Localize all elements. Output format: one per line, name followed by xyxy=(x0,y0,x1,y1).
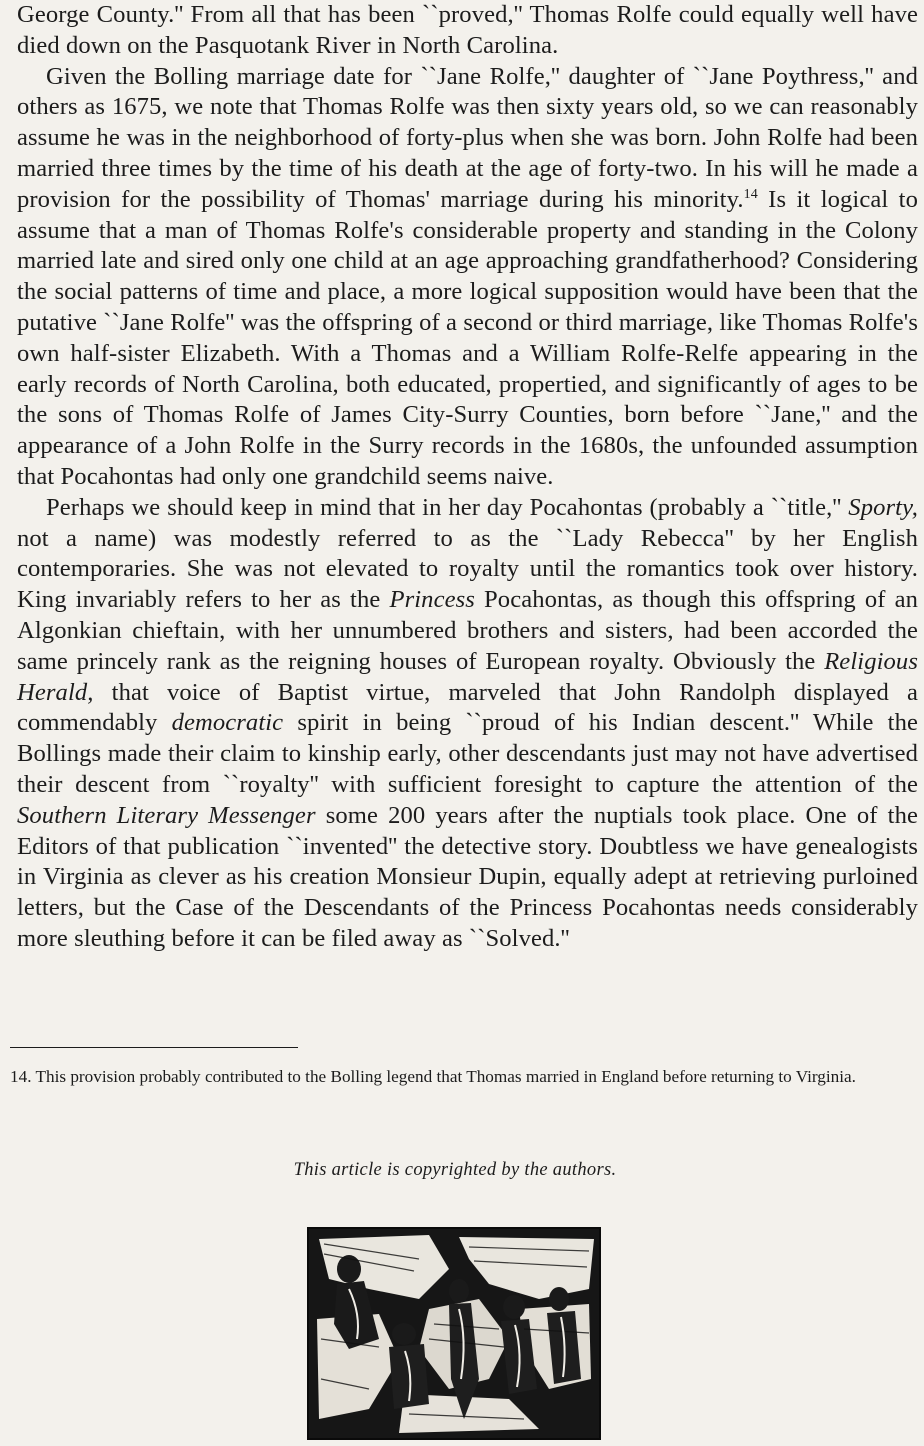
article-body xyxy=(17,0,918,955)
paragraph-3-text-f: some 200 years after the nuptials took place. One of the Editors of that publication ``invented'' the detective story. Doubtless we have genealogists in Virginia as clever as his creation Monsieur Dupin, equally adept at retrieving purloined letters, but the Case of the Descendants of the Princess Pocahontas needs considerably more sleuthing before it can be filed away as ``Solved.'' xyxy=(17,801,918,952)
paragraph-3-text-a: Perhaps we should keep in mind that in her day Pocahontas (probably a ``title,'' xyxy=(46,493,842,521)
paragraph-3-text-e: spirit in being ``proud of his Indian descent.'' While the Bollings made their claim to kinship early, other descendants just may not have advertised their descent from ``royalty'' with sufficient foresight to capture the attention of the xyxy=(17,709,918,798)
paragraph-3-text-b: not a name) was modestly referred to as the ``Lady Rebecca'' by her English contemporaries. She was not elevated to royalty until the romantics took over history. King invariably refers to her as the xyxy=(17,524,918,614)
footnote-divider xyxy=(10,1047,298,1048)
paragraph-2 xyxy=(17,62,918,493)
paragraph-1-text: George County.'' From all that has been ``proved,'' Thomas Rolfe could equally well have died down on the Pasquotank River in North Carolina. xyxy=(17,1,918,59)
emphasis-democratic: democratic xyxy=(171,709,284,737)
paragraph-2-text-b: Is it logical to assume that a man of Thomas Rolfe's considerable property and standing in the Colony married late and sired only one child at an age approaching grandfatherhood? Considering the social patterns of time and place, a more logical supposition would have been that the putative ``Jane Rolfe'' was the offspring of a second or third marriage, like Thomas Rolfe's own half-sister Elizabeth. With a Thomas and a William Rolfe-Relfe appearing in the early records of North Carolina, both educated, propertied, and significantly of ages to be the sons of Thomas Rolfe of James City-Surry Counties, born before ``Jane,'' and the appearance of a John Rolfe in the Surry records in the 1680s, the unfounded assumption that Pocahontas had only one grandchild seems naive. xyxy=(17,185,918,490)
emphasis-princess: Princess xyxy=(389,586,475,614)
paragraph-3-text-c: Pocahontas, as though this offspring of an Algonkian chieftain, with her unnumbered brothers and sisters, had been accorded the same princely rank as the reigning houses of European royalty. Obviously the xyxy=(17,586,918,675)
emphasis-religious-herald: Religious Herald, xyxy=(17,647,918,706)
paragraph-3 xyxy=(17,493,918,955)
woodcut-illustration xyxy=(307,1227,601,1440)
footnote-ref: 14 xyxy=(743,186,758,202)
paragraph-2-text-a: Given the Bolling marriage date for ``Jane Rolfe,'' daughter of ``Jane Poythress,'' and others as 1675, we note that Thomas Rolfe was then sixty years old, so we can reasonably assume he was in the neighborhood of forty-plus when she was born. John Rolfe had been married three times by the time of his death at the age of forty-two. In his will he made a provision for the possibility of Thomas' marriage during his minority. xyxy=(17,62,918,213)
emphasis-southern-literary-messenger: Southern Literary Messenger xyxy=(17,801,316,829)
emphasis-sporty: Sporty, xyxy=(848,493,918,521)
copyright-notice: This article is copyrighted by the authors. xyxy=(293,1160,617,1180)
paragraph-1 xyxy=(17,0,918,62)
woodcut-icon xyxy=(309,1229,599,1438)
paragraph-3-text-d: that voice of Baptist virtue, marveled that John Randolph displayed a commendably xyxy=(17,678,918,737)
footnote: 14. This provision probably contributed to the Bolling legend that Thomas married in England before returning to Virginia. xyxy=(10,1067,856,1086)
